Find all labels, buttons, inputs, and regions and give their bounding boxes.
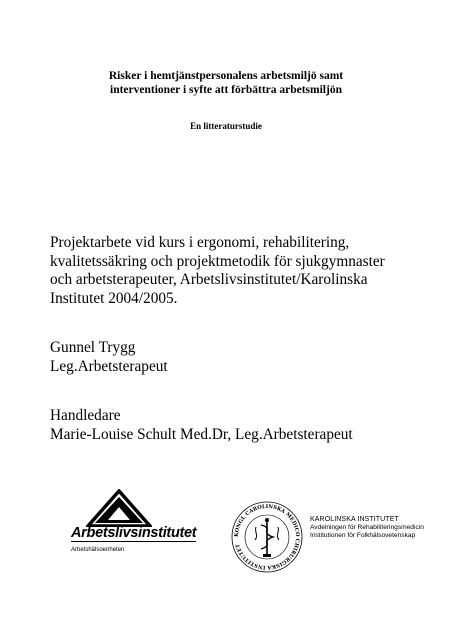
project-description xyxy=(50,234,440,308)
karolinska-text-block xyxy=(310,516,424,541)
title-line-1: Risker i hemtjänstpersonalens arbetsmiljö samt xyxy=(108,70,344,82)
project-line-1: Projektarbete vid kurs i ergonomi, rehabilitering, xyxy=(50,234,350,251)
supervisor-heading: Handledare xyxy=(50,407,121,424)
karolinska-dept-1: Avdelningen för Rehabiliteringsmedicin xyxy=(310,524,424,532)
arbetslivsinstitutet-logo xyxy=(62,489,202,561)
author-name: Gunnel Trygg xyxy=(50,339,136,356)
author-block xyxy=(50,339,440,376)
project-line-4: Institutet 2004/2005. xyxy=(50,289,178,307)
supervisor-block xyxy=(50,407,440,444)
arbetshalsoenheten-label: Arbetshälsoenheten xyxy=(71,547,125,553)
karolinska-seal xyxy=(230,500,304,574)
arbetslivsinstitutet-wordmark: Arbetslivsinstitutet xyxy=(71,525,197,541)
karolinska-dept-2: Institutionen för Folkhälsovetenskap xyxy=(310,532,416,540)
triangle-a-icon xyxy=(86,489,152,527)
supervisor-name: Marie-Louise Schult Med.Dr, Leg.Arbetsterapeut xyxy=(50,425,353,443)
karolinska-seal-icon xyxy=(230,500,304,574)
project-line-2: kvalitetssäkring och projektmetodik för sjukgymnaster xyxy=(50,252,385,270)
author-title: Leg.Arbetsterapeut xyxy=(50,357,168,375)
document-title xyxy=(0,69,452,97)
document-subtitle: En litteraturstudie xyxy=(190,121,262,131)
karolinska-name: KAROLINSKA INSTITUTET xyxy=(310,516,399,523)
seal-ring-text: KONGL CAROLINSKA MEDICO CHIRURGISKA INSTITUTET xyxy=(233,503,301,571)
project-line-3: och arbetsterapeuter, Arbetslivsinstitutet/Karolinska xyxy=(50,271,368,288)
title-line-2: interventioner i syfte att förbättra arbetsmiljön xyxy=(110,84,342,96)
